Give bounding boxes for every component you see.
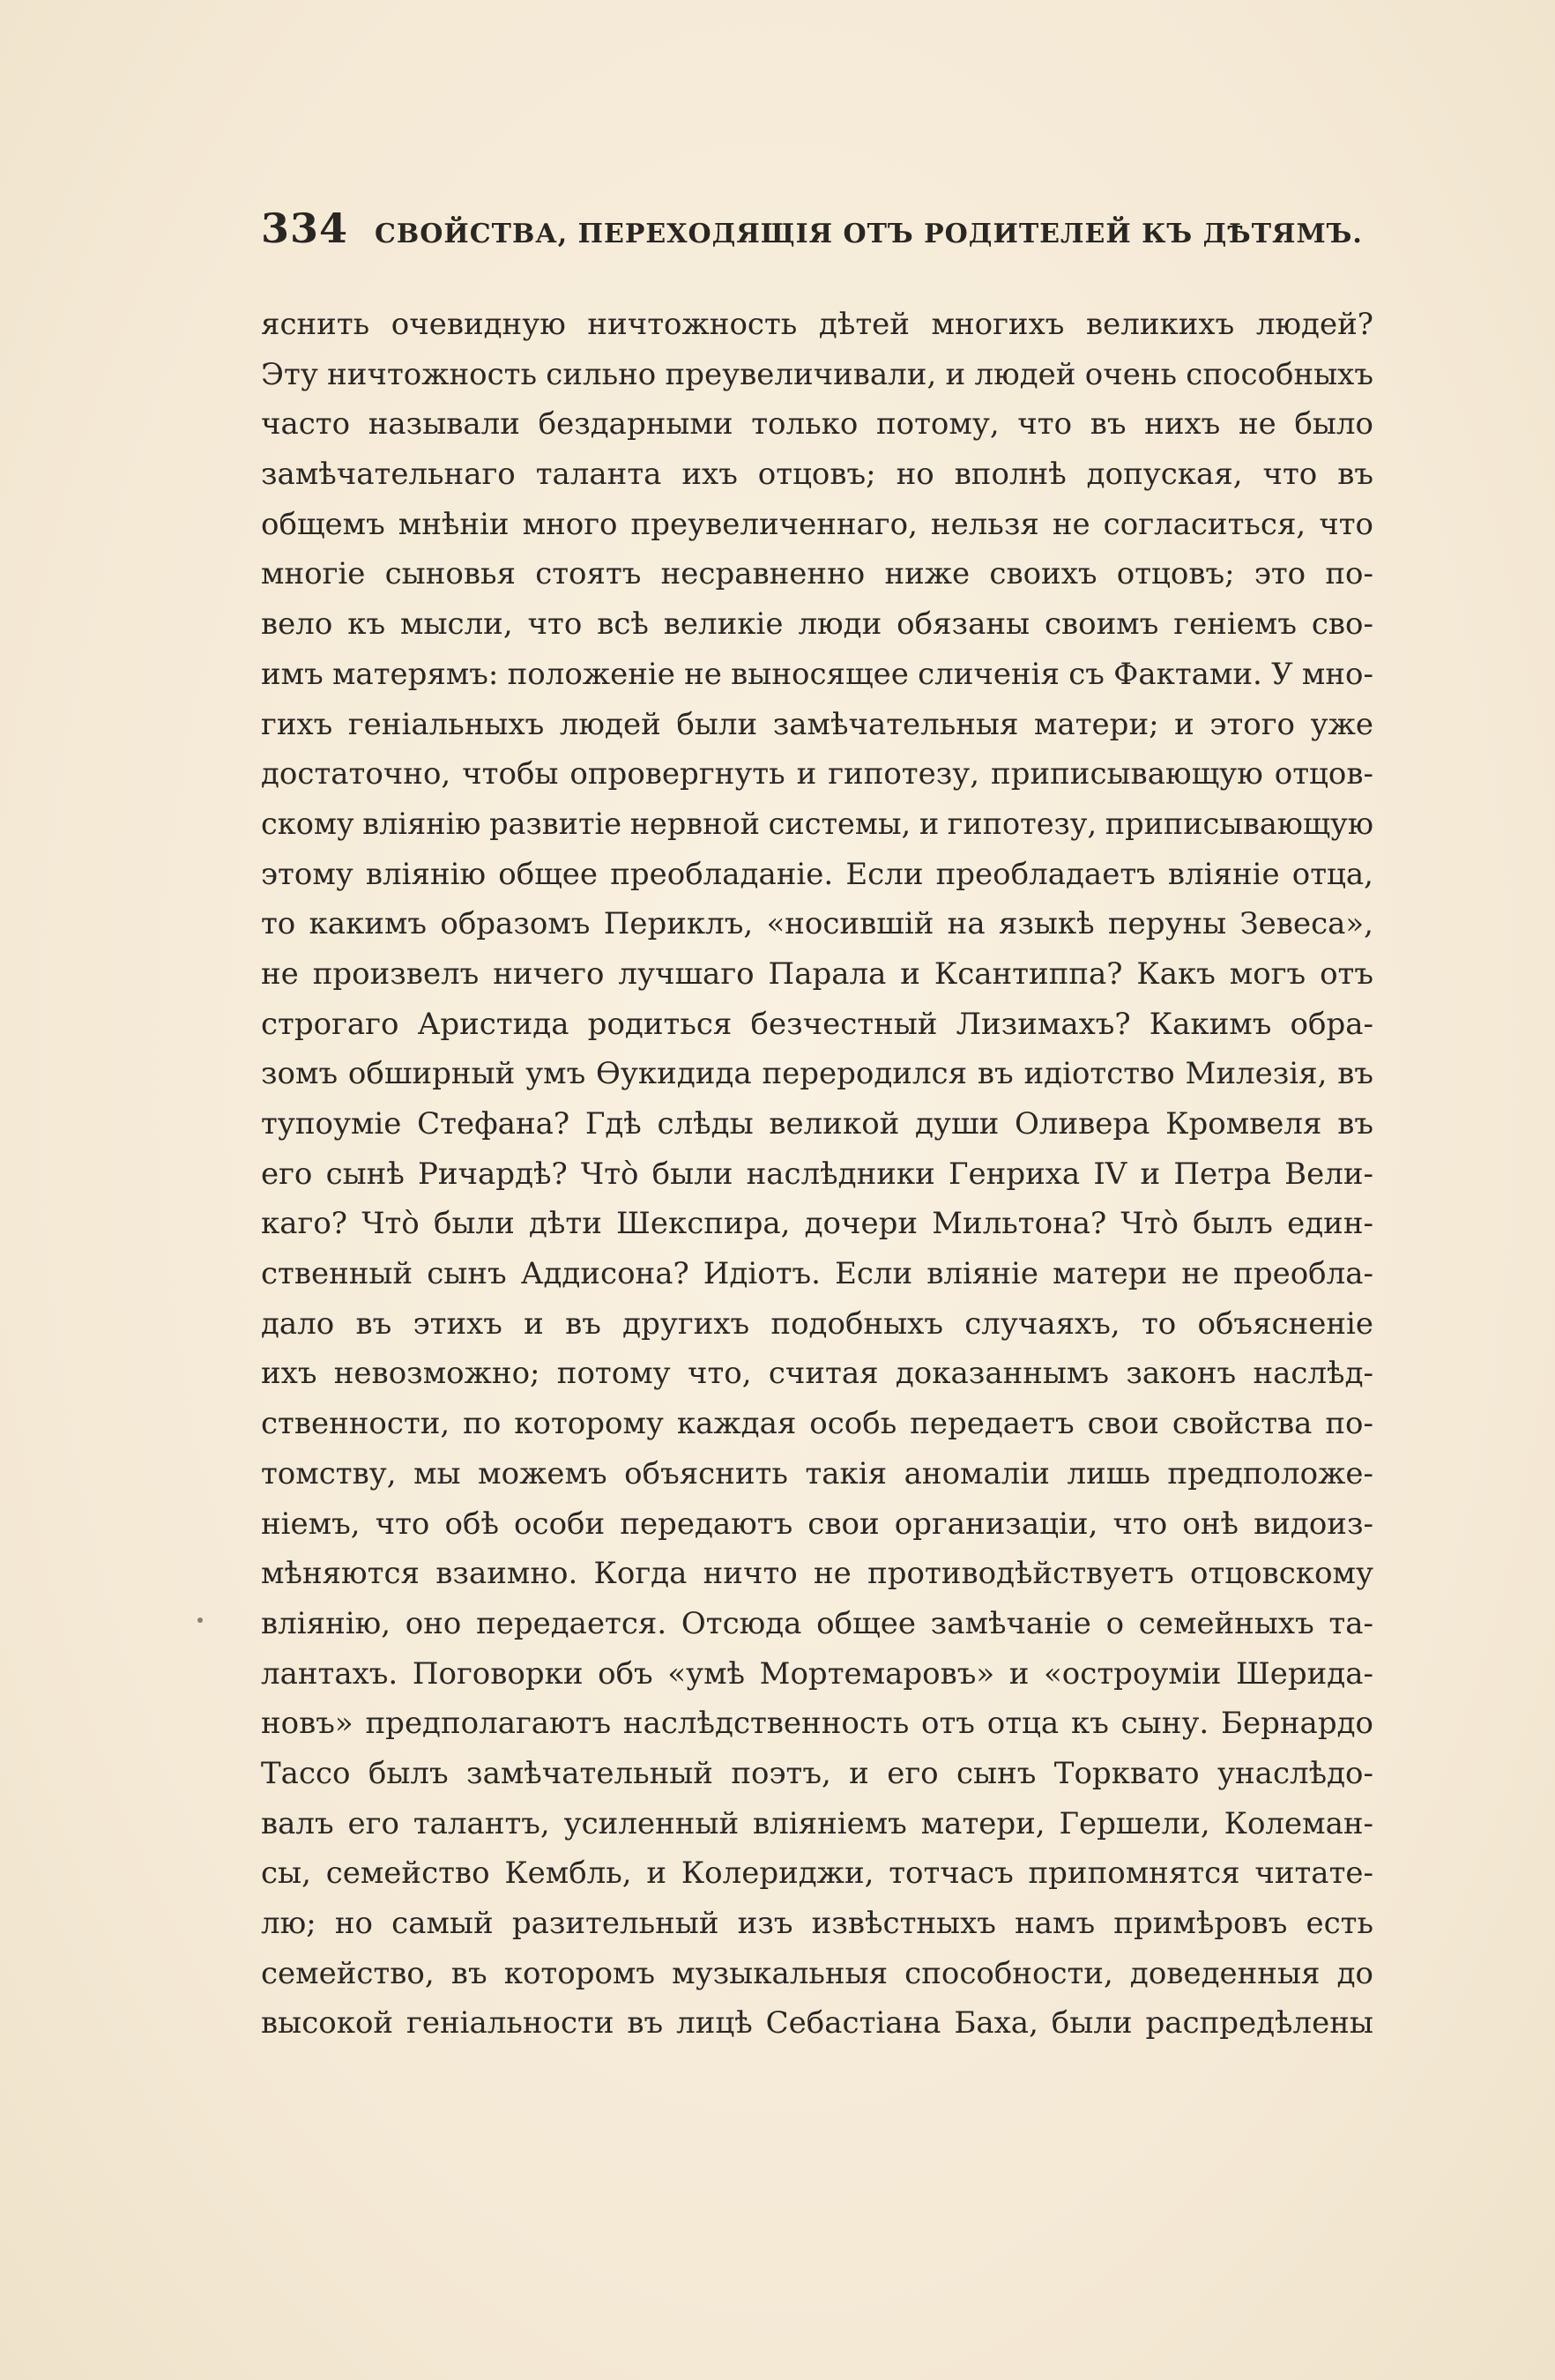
text-line: высокой геніальности въ лицѣ Себастіана Баха, были распредѣлены	[261, 2005, 1373, 2042]
text-line: общемъ мнѣніи много преувеличеннаго, нельзя не согласиться, что	[261, 506, 1373, 542]
text-line: ніемъ, что обѣ особи передаютъ свои организаціи, что онѣ видоиз-	[261, 1506, 1373, 1542]
text-line: томству, мы можемъ объяснить такія аномаліи лишь предположе-	[261, 1455, 1373, 1491]
text-line: каго? Чтò были дѣти Шекспира, дочери Мильтона? Чтò былъ един-	[261, 1206, 1373, 1242]
text-line: сы, семейство Кембль, и Колериджи, тотчасъ припомнятся читате-	[261, 1856, 1373, 1892]
page-number: 334	[261, 205, 349, 252]
text-line: зомъ обширный умъ Ѳукидида переродился въ идіотство Милезія, въ	[261, 1056, 1373, 1092]
text-line: Тассо былъ замѣчательный поэтъ, и его сынъ Торквато унаслѣдо-	[261, 1755, 1373, 1791]
text-line: гихъ геніальныхъ людей были замѣчательныя матери; и этого уже	[261, 706, 1373, 742]
text-line: не произвелъ ничего лучшаго Парала и Ксантиппа? Какъ могъ отъ	[261, 956, 1373, 992]
body-text	[261, 300, 1373, 2049]
page-header	[261, 205, 1363, 266]
text-line: вліянію, оно передается. Отсюда общее замѣчаніе о семейныхъ та-	[261, 1605, 1373, 1641]
ink-speck	[197, 1618, 203, 1623]
text-line: ственный сынъ Аддисона? Идіотъ. Если вліяніе матери не преобла-	[261, 1256, 1373, 1292]
text-line: его сынѣ Ричардѣ? Чтò были наслѣдники Генриха IV и Петра Вели-	[261, 1156, 1373, 1192]
text-line: вело къ мысли, что всѣ великіе люди обязаны своимъ геніемъ сво-	[261, 606, 1373, 643]
text-line: семейство, въ которомъ музыкальныя способности, доведенныя до	[261, 1955, 1373, 1991]
running-title: СВОЙСТВА, ПЕРЕХОДЯЩІЯ ОТЪ РОДИТЕЛЕЙ КЪ ДѢТЯМЪ.	[375, 219, 1363, 249]
text-line: валъ его талантъ, усиленный вліяніемъ матери, Гершели, Колеман-	[261, 1805, 1373, 1841]
text-line: этому вліянію общее преобладаніе. Если преобладаетъ вліяніе отца,	[261, 856, 1373, 892]
text-line: то какимъ образомъ Периклъ, «носившій на языкѣ перуны Зевеса»,	[261, 906, 1373, 942]
text-line: дало въ этихъ и въ другихъ подобныхъ случаяхъ, то объясненіе	[261, 1305, 1373, 1342]
text-line: замѣчательнаго таланта ихъ отцовъ; но вполнѣ допуская, что въ	[261, 457, 1373, 493]
text-line: достаточно, чтобы опровергнуть и гипотезу, приписывающую отцов-	[261, 756, 1373, 792]
text-line: Эту ничтожность сильно преувеличивали, и людей очень способныхъ	[261, 356, 1373, 392]
text-line: имъ матерямъ: положеніе не выносящее сличенія съ Фактами. У мно-	[261, 656, 1373, 692]
text-line: яснить очевидную ничтожность дѣтей многихъ великихъ людей?	[261, 307, 1373, 342]
text-line: лю; но самый разительный изъ извѣстныхъ намъ примѣровъ есть	[261, 1906, 1373, 1941]
text-line: часто называли бездарными только потому, что въ нихъ не было	[261, 406, 1373, 443]
text-line: мѣняются взаимно. Когда ничто не противодѣйствуетъ отцовскому	[261, 1556, 1373, 1592]
text-line: ихъ невозможно; потому что, считая доказаннымъ законъ наслѣд-	[261, 1356, 1373, 1392]
text-line: тупоуміе Стефана? Гдѣ слѣды великой души Оливера Кромвеля въ	[261, 1106, 1373, 1142]
text-line: строгаго Аристида родиться безчестный Лизимахъ? Какимъ обра-	[261, 1006, 1373, 1042]
text-line: лантахъ. Поговорки объ «умѣ Мортемаровъ» и «остроуміи Шерида-	[261, 1655, 1373, 1692]
text-line: скому вліянію развитіе нервной системы, и гипотезу, приписывающую	[261, 806, 1373, 841]
text-line: многіе сыновья стоятъ несравненно ниже своихъ отцовъ; это по-	[261, 556, 1373, 592]
text-line: новъ» предполагаютъ наслѣдственность отъ отца къ сыну. Бернардо	[261, 1706, 1373, 1742]
text-line: ственности, по которому каждая особь передаетъ свои свойства по-	[261, 1406, 1373, 1442]
